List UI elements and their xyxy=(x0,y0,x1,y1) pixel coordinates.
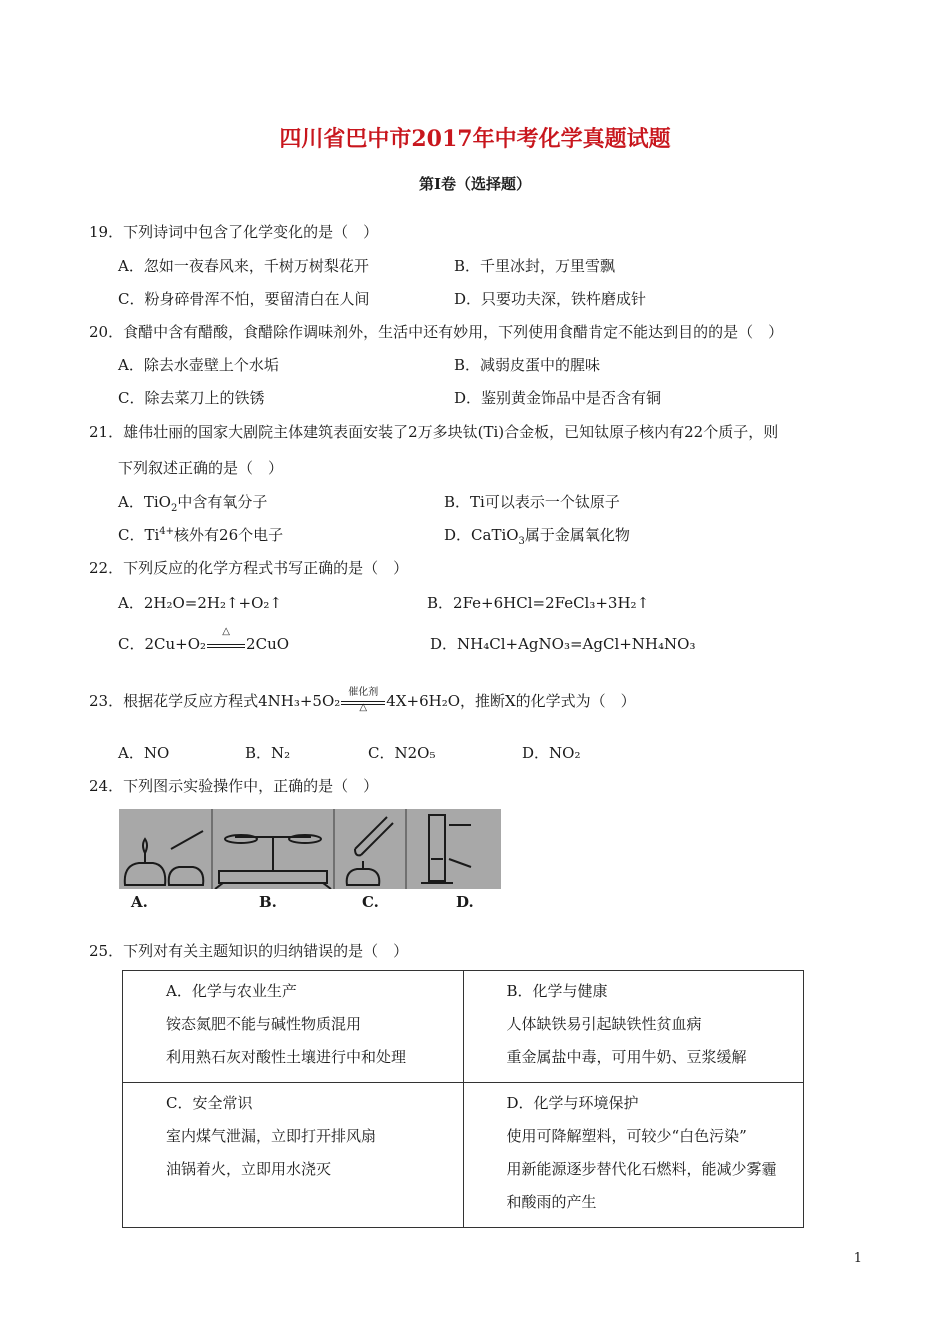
question-19-option-d: D．只要功夫深，铁杵磨成针 xyxy=(454,290,647,308)
image-label-a: A. xyxy=(131,893,148,911)
question-19-stem: 19．下列诗词中包含了化学变化的是（ ） xyxy=(89,223,379,241)
question-19-option-c: C．粉身碎骨浑不怕，要留清白在人间 xyxy=(118,290,370,308)
question-20-option-a: A．除去水壶壁上个水垢 xyxy=(118,356,279,374)
lab-apparatus-figure xyxy=(119,809,501,889)
question-22-stem: 22．下列反应的化学方程式书写正确的是（ ） xyxy=(89,559,409,577)
question-22-option-d: D．NH₄Cl+AgNO₃=AgCl+NH₄NO₃ xyxy=(430,635,696,653)
question-23-stem: 23．根据花学反应方程式4NH₃+5O₂ 催化剂 △ 4X+6H₂O，推断X的化学式为（ ） xyxy=(89,687,636,713)
question-24-stem: 24．下列图示实验操作中，正确的是（ ） xyxy=(89,777,379,795)
question-19-option-a: A．忽如一夜春风来，千树万树梨花开 xyxy=(118,257,369,275)
table-cell-b: B．化学与健康 人体缺铁易引起缺铁性贫血病 重金属盐中毒，可用牛奶、豆浆缓解 xyxy=(463,971,804,1083)
question-23-option-b: B．N₂ xyxy=(245,744,291,762)
question-21-option-b: B．Ti可以表示一个钛原子 xyxy=(444,493,620,511)
question-23-option-c: C．N2O₅ xyxy=(368,744,436,762)
image-label-d: D. xyxy=(456,893,474,911)
experiment-operations-image xyxy=(119,809,501,889)
question-21-option-c: C．$Ti^{4+}$核外有26个电子 xyxy=(118,526,284,544)
question-23-option-d: D．NO₂ xyxy=(522,744,581,762)
question-20-stem: 20．食醋中含有醋酸，食醋除作调味剂外，生活中还有妙用，下列使用食醋肯定不能达到目的的是（ ） xyxy=(89,323,784,341)
page-title: 四川省巴中市2017年中考化学真题试题 xyxy=(279,126,671,152)
question-20-option-c: C．除去菜刀上的铁锈 xyxy=(118,389,265,407)
question-21-option-d: D．CaTiO$_3$属于金属氧化物 xyxy=(444,526,630,547)
table-cell-d: D．化学与环境保护 使用可降解塑料，可较少“白色污染” 用新能源逐步替代化石燃料，能减少雾霾 和酸雨的产生 xyxy=(463,1083,804,1228)
question-21-option-a: A．TiO$_2$中含有氧分子 xyxy=(118,493,268,514)
table-cell-a: A．化学与农业生产 铵态氮肥不能与碱性物质混用 利用熟石灰对酸性土壤进行中和处理 xyxy=(123,971,464,1083)
image-label-b: B. xyxy=(259,893,277,911)
question-25-stem: 25．下列对有关主题知识的归纳错误的是（ ） xyxy=(89,942,409,960)
image-label-c: C. xyxy=(362,893,379,911)
question-20-option-d: D．鉴别黄金饰品中是否含有铜 xyxy=(454,389,662,407)
question-22-option-a: A．2H₂O=2H₂↑+O₂↑ xyxy=(118,594,282,612)
knowledge-summary-table xyxy=(122,970,804,1228)
question-22-option-c: C．2Cu+O₂ △ 2CuO xyxy=(118,626,290,653)
reaction-condition: △ xyxy=(207,635,245,655)
question-21-stem-line1: 21．雄伟壮丽的国家大剧院主体建筑表面安装了2万多块钛(Ti)合金板，已知钛原子核内有22个质子，则 xyxy=(89,423,779,441)
reaction-condition: 催化剂 △ xyxy=(341,692,385,712)
question-22-option-b: B．2Fe+6HCl=2FeCl₃+3H₂↑ xyxy=(427,594,650,612)
page-number: 1 xyxy=(853,1251,862,1266)
question-21-stem-line2: 下列叙述正确的是（ ） xyxy=(118,459,284,477)
section-title: 第Ⅰ卷（选择题） xyxy=(418,175,532,193)
question-23-option-a: A．NO xyxy=(118,744,170,762)
question-20-option-b: B．减弱皮蛋中的腥味 xyxy=(454,356,601,374)
table-cell-c: C．安全常识 室内煤气泄漏，立即打开排风扇 油锅着火，立即用水浇灭 xyxy=(123,1083,464,1228)
question-19-option-b: B．千里冰封，万里雪飘 xyxy=(454,257,616,275)
